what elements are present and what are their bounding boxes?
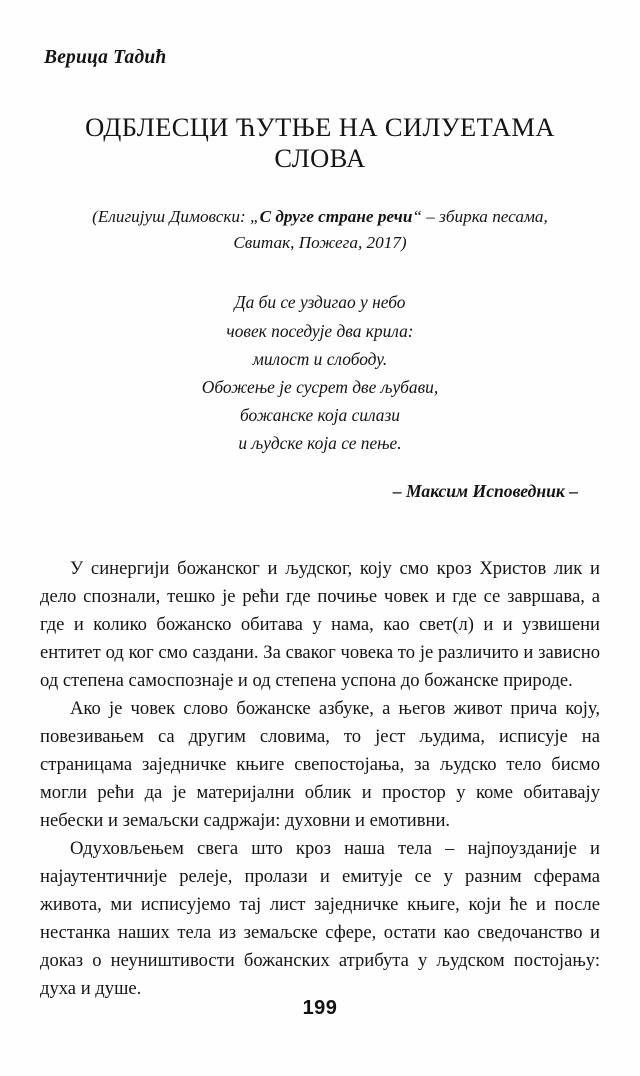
body-text — [40, 555, 600, 1003]
referenced-book-title: С друге стране речи — [259, 207, 413, 227]
epigraph-verse: човек поседује два крила: — [226, 320, 414, 341]
epigraph-poem — [40, 288, 600, 457]
body-paragraph: Одуховљењем свега што кроз наша тела – најпоузданије и најаутентичније релеје, пролази и емитује се у разним сферама живота, ми исписујемо тај лист заједничке књиге, који ће и после нестанка наших тела из земаљске сфере, остати као сведочанство и доказ о неуништивости божанских атрибута у људском постојању: духа и душе. — [40, 838, 600, 999]
epigraph-verse: и људске која се пење. — [238, 433, 402, 454]
subtitle-reference — [40, 204, 600, 255]
body-paragraph: Ако је човек слово божанске азбуке, а његов живот прича коју, повезивањем са другим словима, то јест људима, исписује на страницама заједничке књиге свепостојања, за људско тело бисмо могли рећи да је материјални облик и простор у коме обитавају небески и земаљски садржаји: духовни и емотивни. — [40, 698, 600, 832]
page-number: 199 — [302, 997, 338, 1019]
title-line-1: ОДБЛЕСЦИ ЋУТЊЕ НА СИЛУЕТАМА — [85, 112, 555, 143]
page-content — [40, 0, 600, 1003]
subtitle-suffix: “ – збирка песама, — [412, 207, 548, 227]
epigraph-verse: милост и слободу. — [252, 348, 388, 369]
epigraph-verse: Да би се уздигао у небо — [234, 292, 406, 313]
subtitle-line-2: Свитак, Пожега, 2017) — [233, 232, 407, 252]
epigraph-verse: Обожење је сусрет две љубави, — [201, 376, 439, 397]
subtitle-prefix: (Елигијуш Димовски: „ — [92, 207, 260, 227]
epigraph-attribution: – Максим Исповедник – — [392, 481, 578, 502]
page-title — [40, 112, 600, 174]
body-paragraph: У синергији божанског и људског, коју смо кроз Христов лик и дело спознали, тешко је рећи где почиње човек и где се завршава, а где и колико божанско обитава у нама, као свет(л) и и узвишени ентитет од ког смо саздани. За сваког човека то је различито и зависно од степена самоспознаје и од степена успона до божанске природе. — [40, 558, 600, 692]
epigraph-verse: божанске која силази — [240, 405, 400, 426]
author-byline: Верица Тадић — [44, 47, 167, 68]
title-line-2: СЛОВА — [274, 143, 366, 174]
